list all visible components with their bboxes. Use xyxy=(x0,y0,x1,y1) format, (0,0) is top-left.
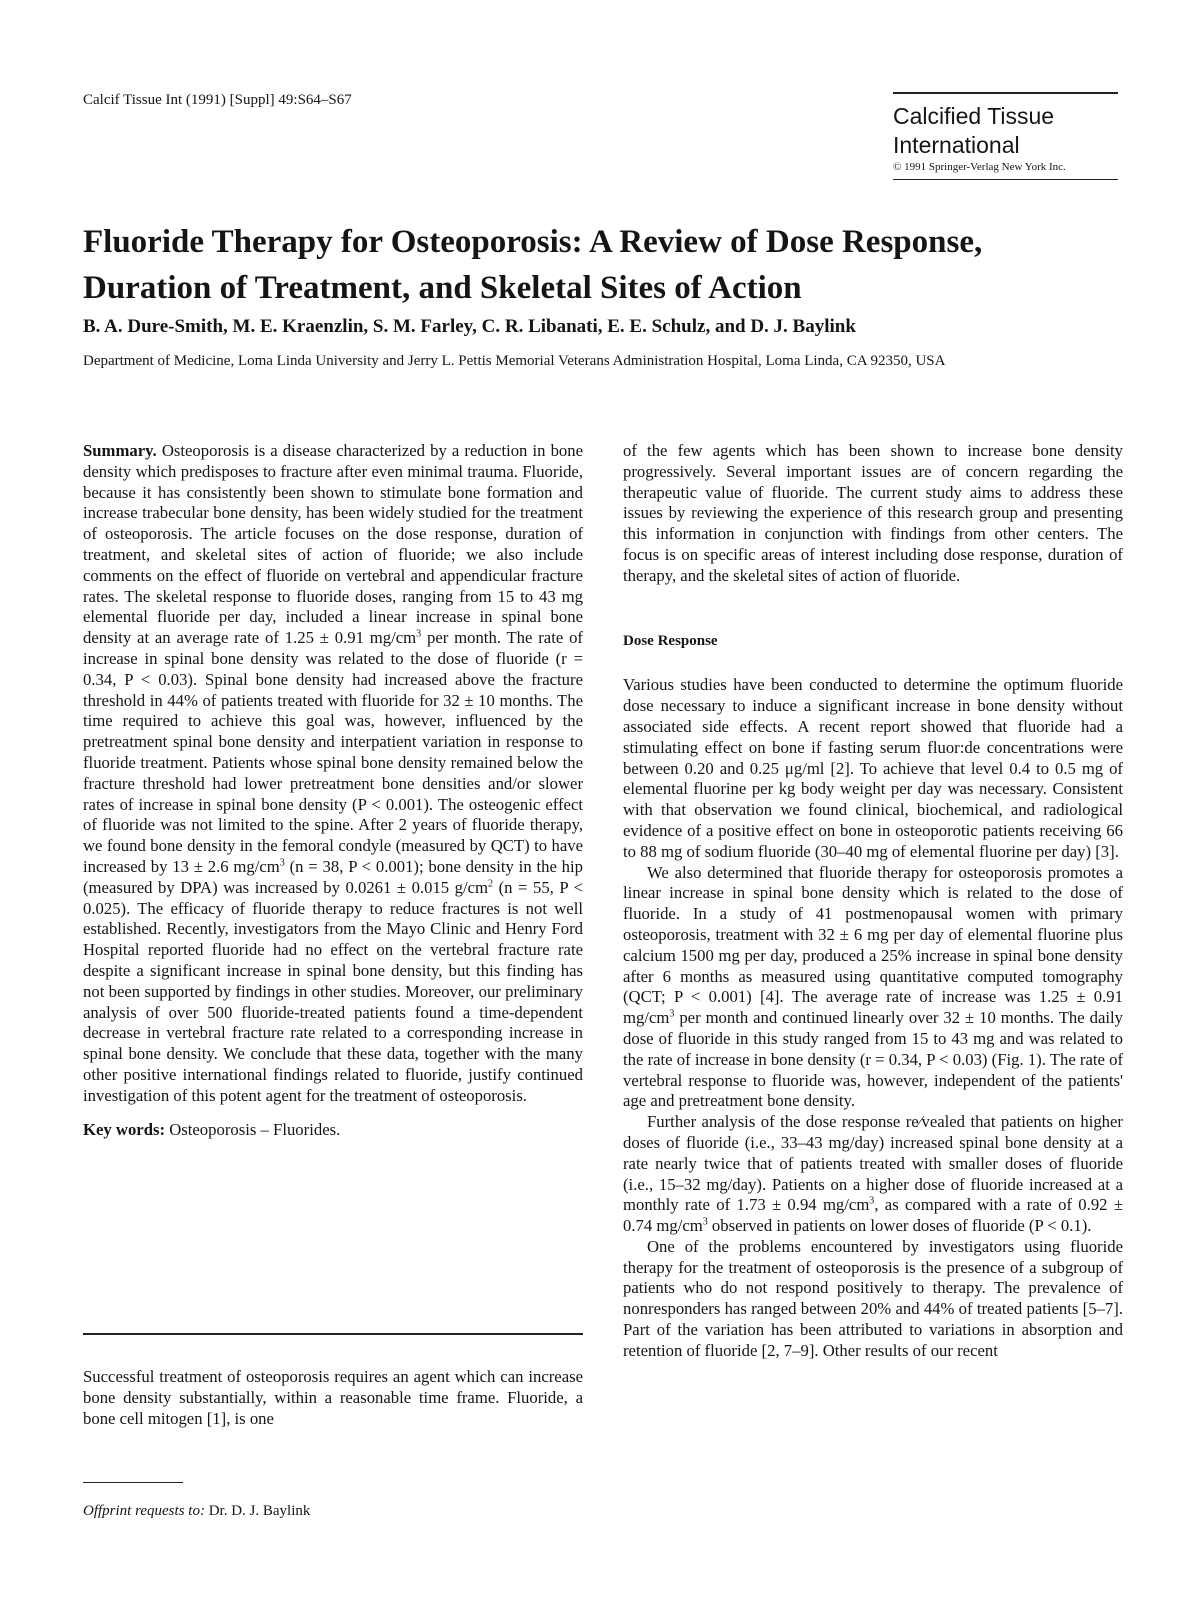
intro-left-text: Successful treatment of osteoporosis requires an agent which can increase bone density substantially, within a reasonable time frame. Fluoride, a bone cell mitogen [1], is one xyxy=(83,1367,583,1428)
article-title-line-1: Fluoride Therapy for Osteoporosis: A Review of Dose Response, xyxy=(83,224,983,260)
summary-sup-1: 3 xyxy=(416,628,422,640)
keywords xyxy=(83,1120,583,1141)
dose-response-p3-c: observed in patients on lower doses of fluoride (P < 0.1). xyxy=(707,1216,1092,1236)
summary-text-3: (n = 38, P < 0.001); bone density in the hip (measured by DPA) was increased by 0.0261 ± 0.015 g/cm xyxy=(83,856,583,897)
dose-response-paragraph-4: One of the problems encountered by investigators using fluoride therapy for the treatment of osteoporosis is the presence of a subgroup of patients who do not respond positively to therapy. The prevalence of nonresponders has ranged between 20% and 44% of treated patients [5–7]. Part of the variation has been attributed to variations in absorption and retention of fluoride [2, 7–9]. Other results of our recent xyxy=(623,1236,1123,1360)
summary-text-4: (n = 55, P < 0.025). The efficacy of fluoride therapy to reduce fractures is not well established. Recently, investigators from the Mayo Clinic and Henry Ford Hospital reported fluoride had no effect on the vertebral fracture rate despite a significant increase in spinal bone density, but this finding has not been supported by findings in other studies. Moreover, our preliminary analysis of over 500 fluoride-treated patients found a time-dependent decrease in vertebral fracture rate related to a corresponding increase in spinal bone density. We conclude that these data, together with the many other positive international findings related to fluoride, justify continued investigation of this potent agent for the treatment of osteoporosis. xyxy=(83,877,583,1105)
masthead-top-rule xyxy=(893,92,1118,94)
dose-response-p3-a: Further analysis of the dose response re⁄vealed that patients on higher doses of fluoride (i.e., 33–43 mg/day) increased spinal bone density at a rate nearly twice that of patients treated with smaller doses of fluoride (i.e., 15–32 mg/day). Patients on a higher dose of fluoride increased at a monthly rate of 1.73 ± 0.94 mg/cm xyxy=(623,1112,1123,1215)
footnote-label: Offprint requests to: xyxy=(83,1503,205,1519)
dose-response-paragraph-1: Various studies have been conducted to determine the optimum fluoride dose necessary to induce a significant increase in bone density without associated side effects. A recent report showed that fluoride had a stimulating effect on bone if fasting serum fluor:de concentrations were between 0.20 and 0.25 μg/ml [2]. To achieve that level 0.4 to 0.5 mg of elemental fluorine per kg body weight per day was necessary. Consistent with that observation we found clinical, biochemical, and radiological evidence of a positive effect on bone in osteoporotic patients receiving 66 to 88 mg of sodium fluoride (30–40 mg of elemental fluorine per day) [3]. xyxy=(623,675,1123,861)
summary-text-1: Osteoporosis is a disease characterized by a reduction in bone density which predisposes to fracture after even minimal trauma. Fluoride, because it has consistently been shown to stimulate bone formation and increase trabecular bone density, has been widely studied for the treatment of osteoporosis. The article focuses on the dose response, duration of treatment, and skeletal sites of action of fluoride; we also include comments on the effect of fluoride on vertebral and appendicular fracture rates. The skeletal response to fluoride doses, ranging from 15 to 43 mg elemental fluoride per day, included a linear increase in spinal bone density at an average rate of 1.25 ± 0.91 mg/cm xyxy=(83,441,584,648)
dose-response-paragraph-2 xyxy=(623,863,1123,1113)
summary-abstract xyxy=(83,441,583,1140)
intro-right-text: of the few agents which has been shown to increase bone density progressively. Several important issues are of concern regarding the therapeutic value of fluoride. The current study aims to address these issues by reviewing the experience of this research group and presenting this information in conjunction with findings from other centers. The focus is on specific areas of interest including dose response, duration of therapy, and the skeletal sites of action of fluoride. xyxy=(623,441,1123,585)
author-list: B. A. Dure-Smith, M. E. Kraenzlin, S. M. Farley, C. R. Libanati, E. E. Schulz, and D. J. Baylink xyxy=(83,316,856,337)
abstract-separator-rule xyxy=(83,1333,583,1335)
footnote-text: Dr. D. J. Baylink xyxy=(208,1503,311,1519)
section-heading-dose-response: Dose Response xyxy=(623,632,718,649)
dose-response-sup-1: 3 xyxy=(669,1008,675,1020)
dose-response-sup-3: 3 xyxy=(702,1216,708,1228)
summary-text-2: per month. The rate of increase in spinal bone density was related to the dose of fluoride (r = 0.34, P < 0.03). Spinal bone density had increased above the fracture threshold in 44% of patients treated with fluoride for 32 ± 10 months. The time required to achieve this goal was, however, influenced by the pretreatment spinal bone density and interpatient variation in response to fluoride treatment. Patients whose spinal bone density remained below the fracture threshold had lower pretreatment bone densities and/or slower rates of increase in spinal bone density (P < 0.001). The osteogenic effect of fluoride was not limited to the spine. After 2 years of fluoride therapy, we found bone density in the femoral condyle (measured by QCT) to have increased by 13 ± 2.6 mg/cm xyxy=(83,628,583,876)
masthead-bottom-rule xyxy=(893,179,1118,180)
dose-response-sup-2: 3 xyxy=(869,1195,875,1207)
journal-name: Calcified Tissue International xyxy=(893,103,1055,158)
summary-sup-2: 3 xyxy=(279,857,285,869)
dose-response-paragraph-3 xyxy=(623,1112,1123,1237)
author-affiliation: Department of Medicine, Loma Linda University and Jerry L. Pettis Memorial Veterans Administration Hospital, Loma Linda, CA 92350, USA xyxy=(83,353,946,369)
dose-response-p2-a: We also determined that fluoride therapy for osteoporosis promotes a linear increase in spinal bone density which is related to the dose of fluoride. In a study of 41 postmenopausal women with primary osteoporosis, treatment with 32 ± 6 mg per day of elemental fluorine plus calcium 1500 mg per day, produced a 25% increase in spinal bone density after 6 months as measured using quantitative computed tomography (QCT; P < 0.001) [4]. The average rate of increase was 1.25 ± 0.91 mg/cm xyxy=(623,862,1123,1028)
summary-label: Summary. xyxy=(83,441,157,460)
keywords-label: Key words: xyxy=(83,1119,166,1139)
journal-copyright: © 1991 Springer-Verlag New York Inc. xyxy=(893,161,1066,173)
offprint-footnote xyxy=(83,1503,310,1520)
dose-response-p2-b: per month and continued linearly over 32 ± 10 months. The daily dose of fluoride in this study ranged from 15 to 43 mg and was related to the rate of increase in bone density (r = 0.34, P < 0.03) (Fig. 1). The rate of vertebral response to fluoride was, however, independent of the patients' age and pretreatment bone density. xyxy=(623,1008,1123,1111)
dose-response-p3-b: , as compared with a rate of 0.92 ± 0.74 mg/cm xyxy=(623,1195,1123,1236)
article-title-line-2: Duration of Treatment, and Skeletal Sites of Action xyxy=(83,270,802,306)
article-title xyxy=(83,219,1123,311)
journal-citation: Calcif Tissue Int (1991) [Suppl] 49:S64–S67 xyxy=(83,92,352,108)
right-column xyxy=(623,441,1123,1362)
footnote-rule xyxy=(83,1482,183,1483)
keywords-text: Osteoporosis – Fluorides. xyxy=(169,1119,341,1139)
intro-left xyxy=(83,1367,583,1429)
summary-sup-3: 2 xyxy=(488,878,494,890)
